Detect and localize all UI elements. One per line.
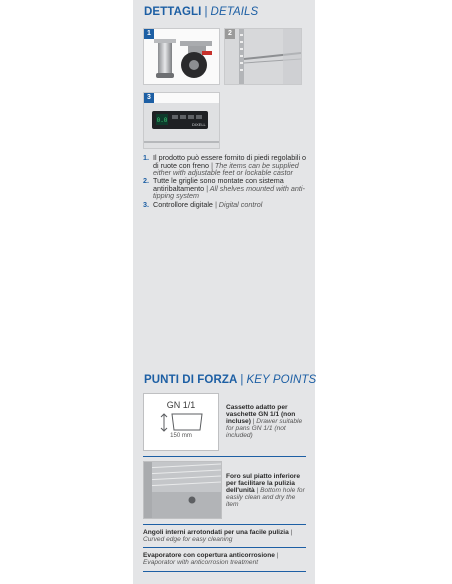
bottom-hole-photo [143,461,222,519]
key-point-text [226,404,308,439]
key-points-title [144,374,316,386]
gn-icon-label: GN 1/1 [166,400,196,410]
details-note [143,154,309,177]
photo-badge: 1 [144,29,154,39]
page-margin-left [0,0,133,584]
detail-photo-feet-castor [143,28,220,85]
note-number: 1. [143,153,149,162]
controller-brand: DIXELL [192,122,206,127]
divider [143,571,306,572]
photo-badge: 2 [225,29,235,39]
adjustable-foot [158,43,172,75]
spec-panel [133,0,315,584]
castor-hub [189,60,199,70]
shelf-illustration [225,29,301,84]
details-notes [143,154,309,209]
key-points-title-en: KEY POINTS [246,374,317,386]
photo-badge: 3 [144,93,154,103]
key-point-line-en: | Evaporator with anticorrosion treatment [143,552,279,566]
details-title [144,6,258,18]
note-text-en: | The items can be supplied either with adjustable feet or lockable castor [153,160,299,178]
bottom-plate [144,492,221,518]
castor-plate [180,41,212,46]
cabinet-side [144,462,152,518]
details-title-separator: | [204,6,208,18]
gn-drawer-icon [143,393,219,451]
details-title-it: DETTAGLI [144,6,202,18]
key-point-text [226,473,308,508]
key-point-text-it: Cassetto adatto per vaschette GN 1/1 (non incluse) [226,404,296,425]
controller-illustration [144,93,219,148]
note-text-en: | Digital control [214,199,263,209]
note-text-it: Tutte le griglie sono montate con sistema antiribaltamento [153,176,284,193]
cabinet-wall [283,29,301,84]
controller-display-value: 0.0 [156,117,168,124]
castor-brake [202,51,212,55]
note-number: 2. [143,176,149,186]
details-note [143,201,309,209]
key-point-line-en: | Curved edge for easy cleaning [143,529,293,543]
key-points-title-separator: | [240,374,244,386]
feet-castor-illustration [144,29,219,84]
key-point-line [143,529,308,543]
details-note [143,177,309,200]
key-points-title-it: PUNTI DI FORZA [144,374,238,386]
bottom-hole-illustration [144,462,221,518]
note-text-en: | All shelves mounted with anti-tipping system [153,183,305,201]
gn-pan-illustration [144,394,218,450]
details-title-en: DETAILS [210,6,259,18]
key-point-text-it: Foro sul piatto inferiore per facilitare la pulizia dell'unità [226,473,300,494]
key-point-line-it: Angoli interni arrotondati per una facile pulizia [143,529,289,536]
page-margin-right [315,0,452,584]
drain-hole [189,497,196,504]
note-text-it: Il prodotto può essere fornito di piedi regolabili o di ruote con freno [153,153,307,170]
foot-plate [154,39,176,43]
note-number: 3. [143,199,149,209]
key-point-text-en: | Bottom hole for easily clean and dry the item [226,487,305,508]
divider [143,524,306,525]
key-point-text-en: | Drawer suitable for pans GN 1/1 (not included) [226,418,303,439]
foot-base [156,73,174,78]
divider [143,547,306,548]
key-point-line [143,552,308,566]
cabinet-edge [144,141,219,143]
divider [143,456,306,457]
gn-icon-dimension: 150 mm [170,433,192,439]
key-point-line-it: Evaporatore con copertura anticorrosione [143,552,275,559]
detail-photo-shelf [224,28,302,85]
detail-photo-controller [143,92,220,149]
gn-pan [172,414,202,430]
note-text-it: Controllore digitale [153,199,213,209]
